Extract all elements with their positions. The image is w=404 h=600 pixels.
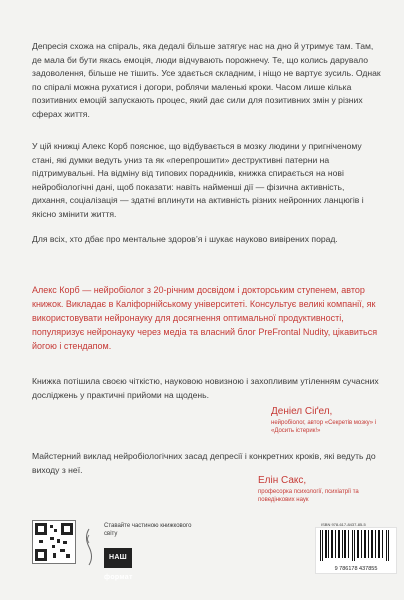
quote-2-credential: професорка психології, психіатрії та поведінкових наук bbox=[258, 489, 359, 503]
quote-1-text: Книжка потішила своєю чіткістю, науковою новизною і захопливим утіленням сучасних досліджень у практичні прийоми на щодень. bbox=[32, 376, 379, 400]
barcode-bars bbox=[316, 528, 396, 563]
quote-2-author: Елін Сакс, bbox=[258, 475, 307, 486]
author-bio: Алекс Корб — нейробіолог з 20-річним досвідом і докторським ступенем, автор книжок. Викладає в Каліфорнійському університеті. Консультує великі компанії, як використовувати нейронауку для досягнення оптимальної продуктивності, популяризує нейронауку через медіа та власний блог PreFrontal Nudity, цікавиться йогою і стендапом. bbox=[32, 285, 378, 351]
quote-1-credential: нейробіолог, автор «Секретів мозку» і «Досить істерик!» bbox=[271, 420, 377, 434]
barcode bbox=[315, 527, 397, 574]
isbn-text: ISBN 978-617-8437-85-5 bbox=[321, 522, 366, 527]
barcode-digits: 9 786178 437855 bbox=[334, 566, 378, 572]
promo-text: Ставайте частиною книжкового світу bbox=[104, 523, 192, 537]
quote-1-author: Деніел Сіґел, bbox=[271, 406, 333, 417]
publisher-logo: НАШ формат bbox=[104, 548, 132, 568]
intro-paragraph-1: Депресія схожа на спіраль, яка дедалі більше затягує нас на дно й утримує там. Там, де мала би бути якась емоція, люди відчувають порожнечу. Те, що колись дарувало задоволення, більше не тішить. Усе здається складним, і ніщо не вартує зусиль. Однак по спіралі можна рухатися і догори, роблячи маленькі кроки. Часом лише кілька позитивних емоцій запускають процес, який дає сили для позитивних змін у різних сферах життя. bbox=[32, 41, 381, 119]
qr-code-pattern bbox=[33, 521, 75, 563]
qr-code bbox=[32, 520, 76, 564]
quote-2-text: Майстерний виклад нейробіологічних засад депресії і конкретних кроків, які ведуть до виходу з неї. bbox=[32, 451, 376, 475]
ornament-icon bbox=[82, 527, 96, 567]
intro-paragraph-3: Для всіх, хто дбає про ментальне здоров’я і шукає науково вивірених порад. bbox=[32, 234, 338, 244]
intro-paragraph-2: У цій книжці Алекс Корб пояснює, що відбувається в мозку людини у пригніченому стані, які думки ведуть униз та як «перепрошити» деструктивні патерни на підтримувальні. На відміну від типових порадників, книжка спирається на нові нейробіологічні дані, щоб показати: навіть найменші дії — фізична активність, дихання, соціалізація — здатні вплинути на активність різних нейронних ланцюгів і якісно змінити життя. bbox=[32, 141, 364, 219]
